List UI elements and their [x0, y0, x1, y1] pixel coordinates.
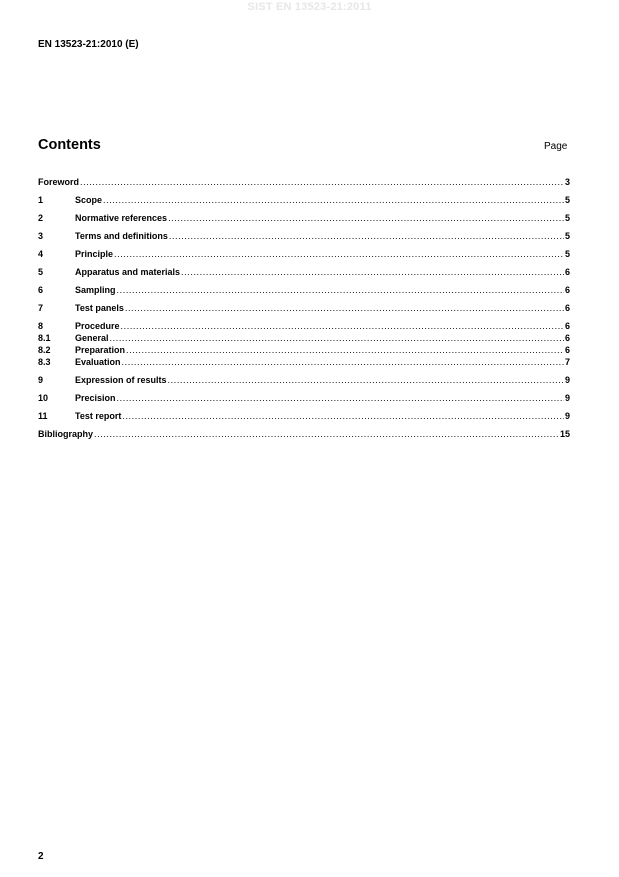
- document-id: EN 13523-21:2010 (E): [38, 39, 139, 50]
- toc-entry-terms-and-definitions[interactable]: [38, 230, 570, 242]
- toc-page: 7: [564, 357, 570, 367]
- toc-page: 9: [564, 411, 570, 421]
- toc-title: Procedure: [75, 321, 120, 331]
- toc-page: 5: [564, 231, 570, 241]
- toc-title: Expression of results: [75, 375, 167, 385]
- toc-title: Test panels: [75, 303, 124, 313]
- toc-entry-test-report[interactable]: [38, 410, 570, 422]
- toc-page: 6: [564, 303, 570, 313]
- toc-entry-principle[interactable]: [38, 248, 570, 260]
- toc-number: 2: [38, 213, 44, 223]
- toc-entry-preparation[interactable]: [38, 344, 570, 356]
- toc-leader: [181, 266, 564, 278]
- toc-page: 9: [564, 393, 570, 403]
- toc-number: 8.1: [38, 333, 51, 343]
- toc-page: 6: [564, 267, 570, 277]
- toc-title: Precision: [75, 393, 116, 403]
- toc-title: Apparatus and materials: [75, 267, 181, 277]
- toc-page: 5: [564, 249, 570, 259]
- toc-entry-foreword[interactable]: [38, 176, 570, 188]
- toc-leader: [122, 410, 564, 422]
- page-column-label: Page: [544, 141, 568, 152]
- toc-leader: [114, 248, 564, 260]
- toc-page: 6: [564, 345, 570, 355]
- toc-leader: [122, 356, 564, 368]
- toc-entry-apparatus-and-materials[interactable]: [38, 266, 570, 278]
- toc-number: 6: [38, 285, 44, 295]
- toc-title: Sampling: [75, 285, 116, 295]
- toc-title: Scope: [75, 195, 103, 205]
- toc-title: General: [75, 333, 109, 343]
- toc-leader: [169, 230, 564, 242]
- toc-number: 9: [38, 375, 44, 385]
- toc-title: Principle: [75, 249, 114, 259]
- toc-entry-precision[interactable]: [38, 392, 570, 404]
- toc-number: 1: [38, 195, 44, 205]
- toc-leader: [117, 284, 564, 296]
- toc-page: 6: [564, 321, 570, 331]
- toc-leader: [80, 176, 564, 188]
- toc-page: 3: [564, 177, 570, 187]
- toc-entry-test-panels[interactable]: [38, 302, 570, 314]
- toc-entry-bibliography[interactable]: [38, 428, 570, 440]
- toc-entry-evaluation[interactable]: [38, 356, 570, 368]
- toc-leader: [103, 194, 564, 206]
- toc-page: 5: [564, 213, 570, 223]
- toc-leader: [168, 374, 564, 386]
- toc-leader: [126, 344, 564, 356]
- toc-page: 6: [564, 333, 570, 343]
- toc-entry-general[interactable]: [38, 332, 570, 344]
- toc-title: Evaluation: [75, 357, 121, 367]
- toc-number: 3: [38, 231, 44, 241]
- contents-title: Contents: [38, 137, 101, 153]
- toc-leader: [110, 332, 564, 344]
- toc-entry-normative-references[interactable]: [38, 212, 570, 224]
- toc-title: Normative references: [75, 213, 168, 223]
- toc-leader: [125, 302, 564, 314]
- toc-entry-procedure[interactable]: [38, 320, 570, 332]
- toc-title: Bibliography: [38, 429, 94, 439]
- toc-number: 7: [38, 303, 44, 313]
- toc-page: 6: [564, 285, 570, 295]
- page-number: 2: [38, 851, 44, 862]
- toc-number: 11: [38, 411, 48, 421]
- toc-leader: [117, 392, 564, 404]
- toc-leader: [94, 428, 559, 440]
- toc-leader: [168, 212, 564, 224]
- toc-title: Foreword: [38, 177, 80, 187]
- toc-page: 5: [564, 195, 570, 205]
- toc-title: Preparation: [75, 345, 126, 355]
- toc-title: Test report: [75, 411, 122, 421]
- toc-number: 8.3: [38, 357, 51, 367]
- toc-title: Terms and definitions: [75, 231, 168, 241]
- table-of-contents: [38, 176, 570, 440]
- toc-number: 8: [38, 321, 44, 331]
- toc-number: 10: [38, 393, 49, 403]
- watermark: SIST EN 13523-21:2011: [247, 1, 372, 13]
- toc-page: 15: [559, 429, 570, 439]
- toc-page: 9: [564, 375, 570, 385]
- toc-number: 5: [38, 267, 44, 277]
- toc-number: 4: [38, 249, 44, 259]
- toc-entry-scope[interactable]: [38, 194, 570, 206]
- toc-number: 8.2: [38, 345, 51, 355]
- toc-entry-expression-of-results[interactable]: [38, 374, 570, 386]
- toc-entry-sampling[interactable]: [38, 284, 570, 296]
- toc-leader: [121, 320, 564, 332]
